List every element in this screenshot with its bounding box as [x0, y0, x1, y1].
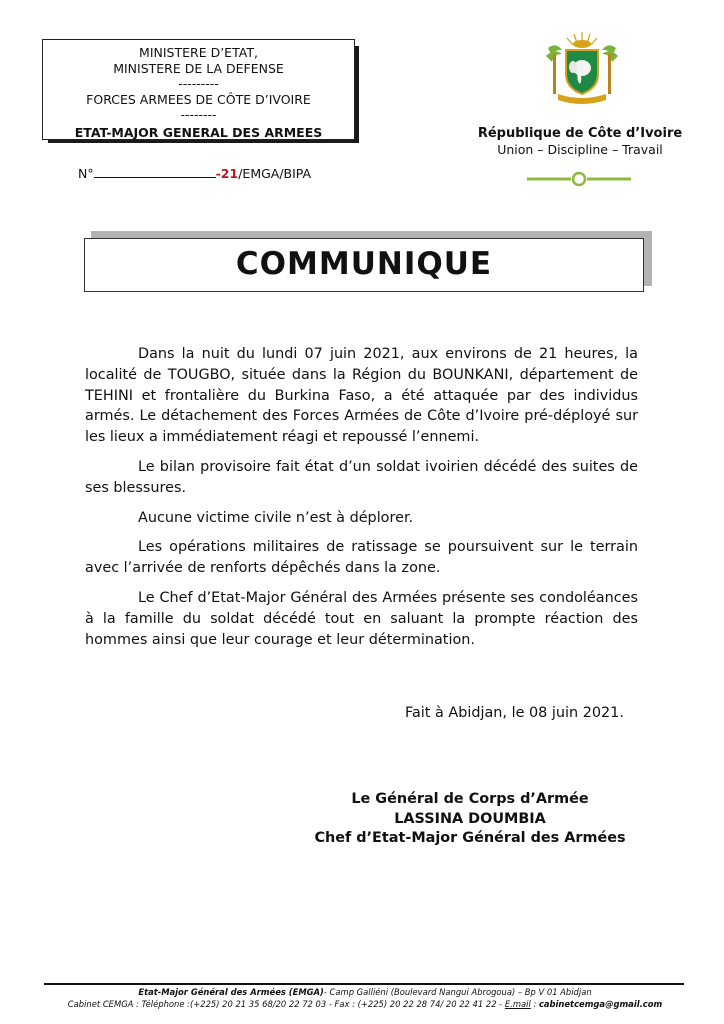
signatory-rank: Le Général de Corps d’Armée	[351, 791, 589, 807]
signatory-name: LASSINA DOUMBIA	[394, 810, 546, 827]
header-separator: --------	[180, 107, 217, 122]
footer-divider	[44, 983, 684, 985]
body-paragraph: Aucune victime civile n’est à déplorer.	[138, 509, 414, 526]
reference-prefix: N°	[78, 166, 94, 181]
footer-contact-text: Cabinet CEMGA : Téléphone :(+225) 20 21 35 68/20 22 72 03 - Fax : (+225) 20 22 28 74/ 20 22 41 22 -	[67, 999, 505, 1009]
body-paragraph: Dans la nuit du lundi 07 juin 2021, aux environs de 21 heures, la localité de TOUGBO, située dans la Région du BOUNKANI, département de TEHINI et frontalière du Burkina Faso, a été attaquée par des individus armés. Le détachement des Forces Armées de Côte d’Ivoire pré-déployé sur les lieux a immédiatement réagi et repoussé l’ennemi.	[85, 346, 638, 446]
footer-address-text: - Camp Galliéni (Boulevard Nangui Abrogoua) – Bp V 01 Abidjan	[323, 987, 592, 997]
signature-block	[300, 790, 640, 849]
date-line: Fait à Abidjan, le 08 juin 2021.	[405, 705, 624, 721]
republic-motto: Union – Discipline – Travail	[497, 142, 663, 157]
reference-number	[78, 166, 311, 181]
footer-email-sep: :	[530, 999, 539, 1009]
reference-number-value: -21	[215, 166, 239, 181]
communique-body	[85, 344, 638, 659]
body-paragraph: Le Chef d’Etat-Major Général des Armées présente ses condoléances à la famille du soldat décédé tout en saluant la prompte réaction des hommes ainsi que leur courage et leur détermination.	[85, 589, 638, 648]
republic-name: République de Côte d’Ivoire	[477, 126, 683, 141]
ministry-header	[42, 39, 355, 140]
body-paragraph: Les opérations militaires de ratissage se poursuivent sur le terrain avec l’arrivée de renforts dépêchés dans la zone.	[85, 539, 638, 577]
footer-email-label: E.mail	[504, 999, 531, 1009]
signatory-title: Chef d’Etat-Major Général des Armées	[314, 830, 626, 846]
header-line-emga: ETAT-MAJOR GENERAL DES ARMEES	[74, 124, 323, 140]
footer-contact	[50, 999, 680, 1010]
footer-address	[50, 987, 680, 998]
header-line-forces: FORCES ARMEES DE CÔTE D’IVOIRE	[86, 91, 311, 107]
republic-block	[450, 126, 710, 158]
header-line-ministry-state: MINISTERE D’ETAT,	[139, 45, 258, 60]
reference-blank-line	[94, 166, 216, 178]
footer-org: Etat-Major Général des Armées (EMGA)	[138, 987, 324, 997]
coat-of-arms-emblem	[538, 30, 626, 104]
header-separator: ---------	[178, 76, 219, 91]
footer-email-link[interactable]: cabinetcemga@gmail.com	[538, 999, 663, 1009]
reference-suffix: /EMGA/BIPA	[238, 166, 312, 181]
green-ornament-divider	[527, 170, 631, 188]
body-paragraph: Le bilan provisoire fait état d’un soldat ivoirien décédé des suites de ses blessures.	[85, 458, 638, 496]
communique-title: COMMUNIQUE	[84, 238, 644, 292]
header-line-defense: MINISTERE DE LA DEFENSE	[113, 60, 284, 76]
